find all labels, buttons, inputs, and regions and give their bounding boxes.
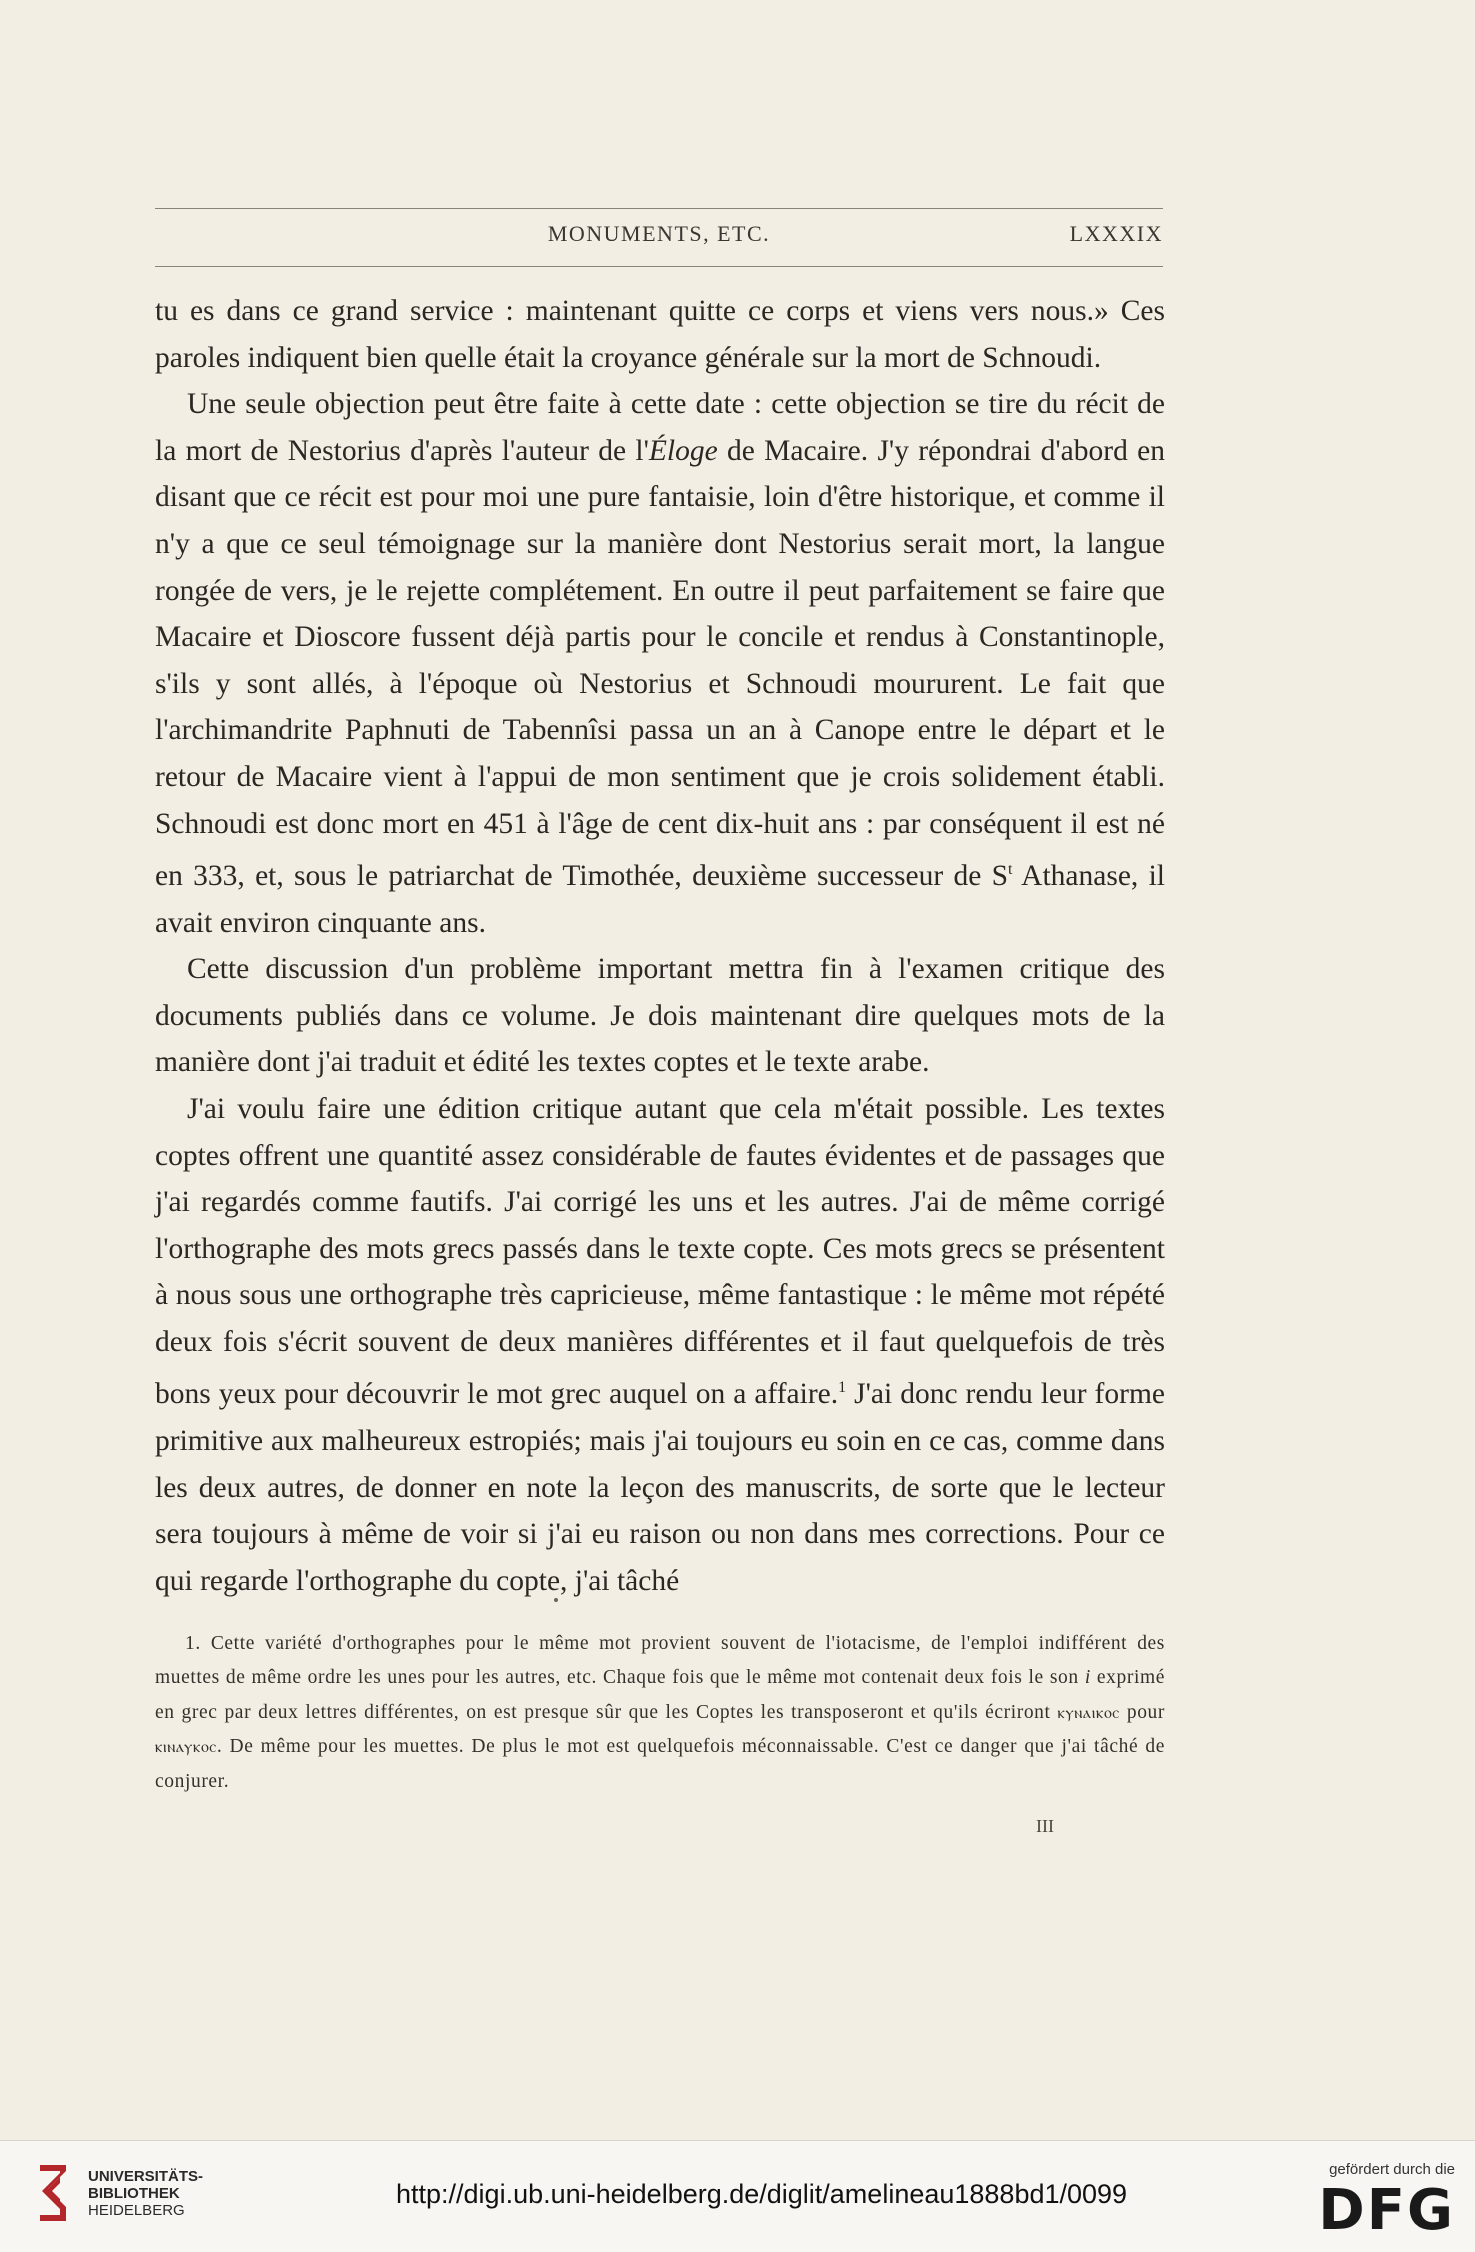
footnote-text-a: Cette variété d'orthographes pour le même mot provient souvent de l'iotacisme, de l'emploi indifférent des muettes de même ordre les unes pour les autres, etc. Chaque fois que le même mot contenait deux fois le son: [155, 1633, 1165, 1689]
paragraph-2: [155, 381, 1165, 946]
paragraph-3: Cette discussion d'un problème important mettra fin à l'examen critique des documents publiés dans ce volume. Je dois maintenant dire quelques mots de la manière dont j'ai traduit et édité les textes coptes et le texte arabe.: [155, 953, 1165, 1079]
university-library-logo-icon: [36, 2161, 74, 2225]
paragraph-2-text-a: Une seule objection peut être faite à cette date : cette objection se tire du récit de la mort de Nestorius d'après l'auteur de l': [155, 388, 1165, 467]
footnote-text-b: exprimé en grec par deux lettres différentes, on est presque sûr que les Coptes les transposeront et qu'ils écriront: [155, 1667, 1165, 1723]
viewer-footer: [0, 2140, 1475, 2252]
footnote-ref: 1: [838, 1379, 847, 1397]
library-line-3: HEIDELBERG: [88, 2202, 185, 2219]
running-head: [155, 221, 1163, 255]
ink-speck: [554, 1598, 558, 1602]
paragraph-4: [155, 1086, 1165, 1604]
footnote-1: [155, 1627, 1165, 1799]
paragraph-2-text-c: Athanase, il avait environ cinquante ans.: [155, 859, 1165, 939]
paragraph-4-text-a: J'ai voulu faire une édition critique autant que cela m'était possible. Les textes coptes offrent une quantité assez considérable de fautes évidentes et de passages que j'ai regardés comme fautifs. J'ai corrigé les uns et les autres. J'ai de même corrigé l'orthographe des mots grecs passés dans le texte copte. Ces mots grecs se présentent à nous sous une orthographe très capricieuse, même fantastique : le même mot répété deux fois s'écrit souvent de deux manières différentes et il faut quelquefois de très bons yeux pour découvrir le mot grec auquel on a affaire.: [155, 1092, 1165, 1411]
footnote-italic-i: i: [1084, 1667, 1091, 1689]
paragraph-1: tu es dans ce grand service : maintenant quitte ce corps et viens vers nous.» Ces paroles indiquent bien quelle était la croyance générale sur la mort de Schnoudi.: [155, 295, 1165, 374]
library-line-2: BIBLIOTHEK: [88, 2185, 180, 2202]
eloge-title: Éloge: [648, 434, 718, 467]
footnote-number: 1.: [185, 1633, 201, 1654]
dfg-logo: DFG: [1318, 2178, 1455, 2243]
coptic-word-1: ⲕⲩⲛⲁⲓⲕⲟⲥ: [1057, 1702, 1120, 1722]
paragraph-4-text-b: J'ai donc rendu leur forme primitive aux malheureux estropiés; mais j'ai toujours eu soin en ce cas, comme dans les deux autres, de donner en note la leçon des manuscrits, de sorte que le lecteur sera toujours à même de voir si j'ai eu raison ou non dans mes corrections. Pour ce qui regarde l'orthographe du copte, j'ai tâché: [155, 1378, 1165, 1597]
coptic-word-2: ⲕⲓⲛⲁⲩⲕⲟⲥ: [155, 1737, 217, 1757]
library-line-1: UNIVERSITÄTS-: [88, 2168, 204, 2185]
footnote-text-c: pour: [1119, 1701, 1166, 1723]
footnotes: [155, 1627, 1165, 1799]
saint-abbreviation-sup: t: [1008, 861, 1013, 879]
body-text: [155, 288, 1165, 1604]
signature-mark: III: [1036, 1816, 1054, 1836]
header-rule-bottom: [155, 266, 1163, 267]
header-rule-top: [155, 208, 1163, 209]
running-title: MONUMENTS, ETC.: [547, 221, 771, 246]
paragraph-2-text-b: de Macaire. J'y répondrai d'abord en disant que ce récit est pour moi une pure fantaisie, loin d'être historique, et comme il n'y a que ce seul témoignage sur la manière dont Nestorius serait mort, la langue rongée de vers, je le rejette complétement. En outre il peut parfaitement se faire que Macaire et Dioscore fussent déjà partis pour le concile et rendus à Constantinople, s'ils y sont allés, à l'époque où Nestorius et Schnoudi moururent. Le fait que l'archimandrite Paphnuti de Tabennîsi passa un an à Canope entre le départ et le retour de Macaire vient à l'appui de mon sentiment que je crois solidement établi. Schnoudi est donc mort en 451 à l'âge de cent dix-huit ans : par conséquent il est né en 333, et, sous le patriarchat de Timothée, deuxième successeur de S: [155, 434, 1165, 892]
page-folio: LXXXIX: [1069, 221, 1163, 246]
footnote-text-d: . De même pour les muettes. De plus le mot est quelquefois méconnaissable. C'est ce danger que j'ai tâché de conjurer.: [155, 1736, 1165, 1792]
permalink-url[interactable]: http://digi.ub.uni-heidelberg.de/diglit/amelineau1888bd1/0099: [396, 2179, 1128, 2209]
funding-note: gefördert durch die: [1329, 2161, 1455, 2178]
university-library-name: [88, 2168, 203, 2219]
